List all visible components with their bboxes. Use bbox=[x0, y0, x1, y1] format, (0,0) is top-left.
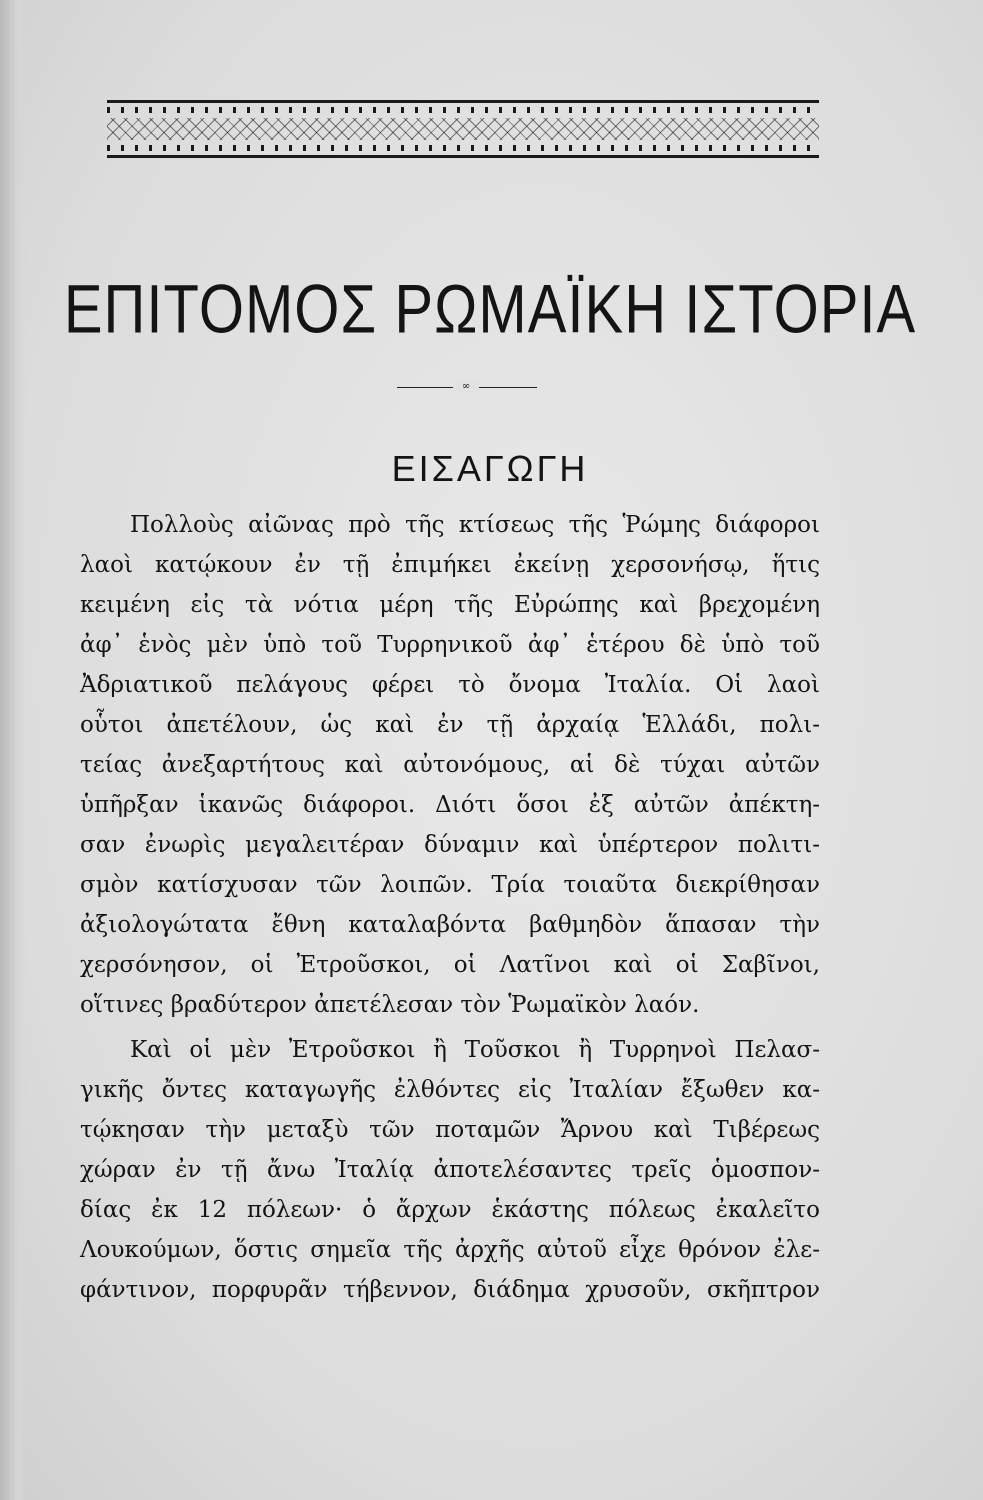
body-text-line: Πολλοὺς αἰῶνας πρὸ τῆς κτίσεως τῆς Ῥώμης διάφοροι bbox=[130, 512, 820, 538]
body-text-line: χερσόνησον, οἱ Ἐτροῦσκοι, οἱ Λατῖνοι καὶ οἱ Σαβῖνοι, bbox=[80, 952, 820, 978]
body-text-line: Καὶ οἱ μὲν Ἐτροῦσκοι ἢ Τοῦσκοι ἢ Τυρρηνοὶ Πελασ- bbox=[130, 1037, 820, 1063]
ornament-rule-bottom bbox=[107, 155, 819, 158]
body-text-line: ἀφ᾽ ἑνὸς μὲν ὑπὸ τοῦ Τυρρηνικοῦ ἀφ᾽ ἑτέρου δὲ ὑπὸ τοῦ bbox=[80, 632, 820, 658]
body-text-line: Ἀδριατικοῦ πελάγους φέρει τὸ ὄνομα Ἰταλία. Οἱ λαοὶ bbox=[80, 672, 820, 698]
ornament-rule-top bbox=[107, 100, 819, 103]
body-text-line: δίας ἐκ 12 πόλεων· ὁ ἄρχων ἑκάστης πόλεως ἐκαλεῖτο bbox=[80, 1197, 820, 1223]
book-title: ΕΠΙΤΟΜΟΣ ΡΩΜΑΪΚΗ ΙΣΤΟΡΙΑ bbox=[63, 271, 917, 348]
body-text-line: σμὸν κατίσχυσαν τῶν λοιπῶν. Τρία τοιαῦτα διεκρίθησαν bbox=[80, 872, 820, 898]
body-text-line: ἀξιολογώτατα ἔθνη καταλαβόντα βαθμηδὸν ἅπασαν τὴν bbox=[80, 912, 820, 938]
body-text-line: τείας ἀνεξαρτήτους καὶ αὐτονόμους, αἱ δὲ τύχαι αὐτῶν bbox=[80, 752, 820, 778]
body-text-line: οἵτινες βραδύτερον ἀπετέλεσαν τὸν Ῥωμαϊκὸν λαόν. bbox=[80, 992, 700, 1018]
body-text-line: τῴκησαν τὴν μεταξὺ τῶν ποταμῶν Ἄρνου καὶ Τιβέρεως bbox=[80, 1117, 820, 1143]
body-text-line: σαν ἐνωρὶς μεγαλειτέραν δύναμιν καὶ ὑπέρτερον πολιτι- bbox=[80, 832, 820, 858]
ornament-dots-top bbox=[107, 107, 819, 113]
body-text-line: ὑπῆρξαν ἱκανῶς διάφοροι. Διότι ὅσοι ἐξ αὐτῶν ἀπέκτη- bbox=[80, 792, 820, 818]
body-text-line: οὗτοι ἀπετέλουν, ὡς καὶ ἐν τῇ ἀρχαίᾳ Ἑλλάδι, πολι- bbox=[80, 712, 820, 738]
body-text-line: γικῆς ὄντες καταγωγῆς ἐλθόντες εἰς Ἰταλίαν ἔξωθεν κα- bbox=[80, 1077, 820, 1103]
body-text-line: φάντινον, πορφυρᾶν τήβεννον, διάδημα χρυσοῦν, σκῆπτρον bbox=[80, 1277, 820, 1303]
page-gutter-shadow bbox=[0, 0, 26, 1500]
section-heading: ΕΙΣΑΓΩΓΗ bbox=[391, 448, 589, 489]
header-ornament-band bbox=[107, 100, 819, 160]
body-text-line: κειμένη εἰς τὰ νότια μέρη τῆς Εὐρώπης καὶ βρεχομένη bbox=[80, 592, 820, 618]
body-text-line: χώραν ἐν τῇ ἄνω Ἰταλίᾳ ἀποτελέσαντες τρεῖς ὁμοσπον- bbox=[80, 1157, 820, 1183]
body-text-line: Λουκούμων, ὅστις σημεῖα τῆς ἀρχῆς αὐτοῦ εἶχε θρόνον ἐλε- bbox=[80, 1237, 820, 1263]
body-text-line: λαοὶ κατῴκουν ἐν τῇ ἐπιμήκει ἐκείνῃ χερσονήσῳ, ἥτις bbox=[80, 552, 820, 578]
ornament-dots-bottom bbox=[107, 145, 819, 151]
title-divider bbox=[397, 380, 537, 394]
divider-knot-icon: ∞ bbox=[453, 382, 479, 392]
ornament-lattice bbox=[107, 118, 819, 140]
